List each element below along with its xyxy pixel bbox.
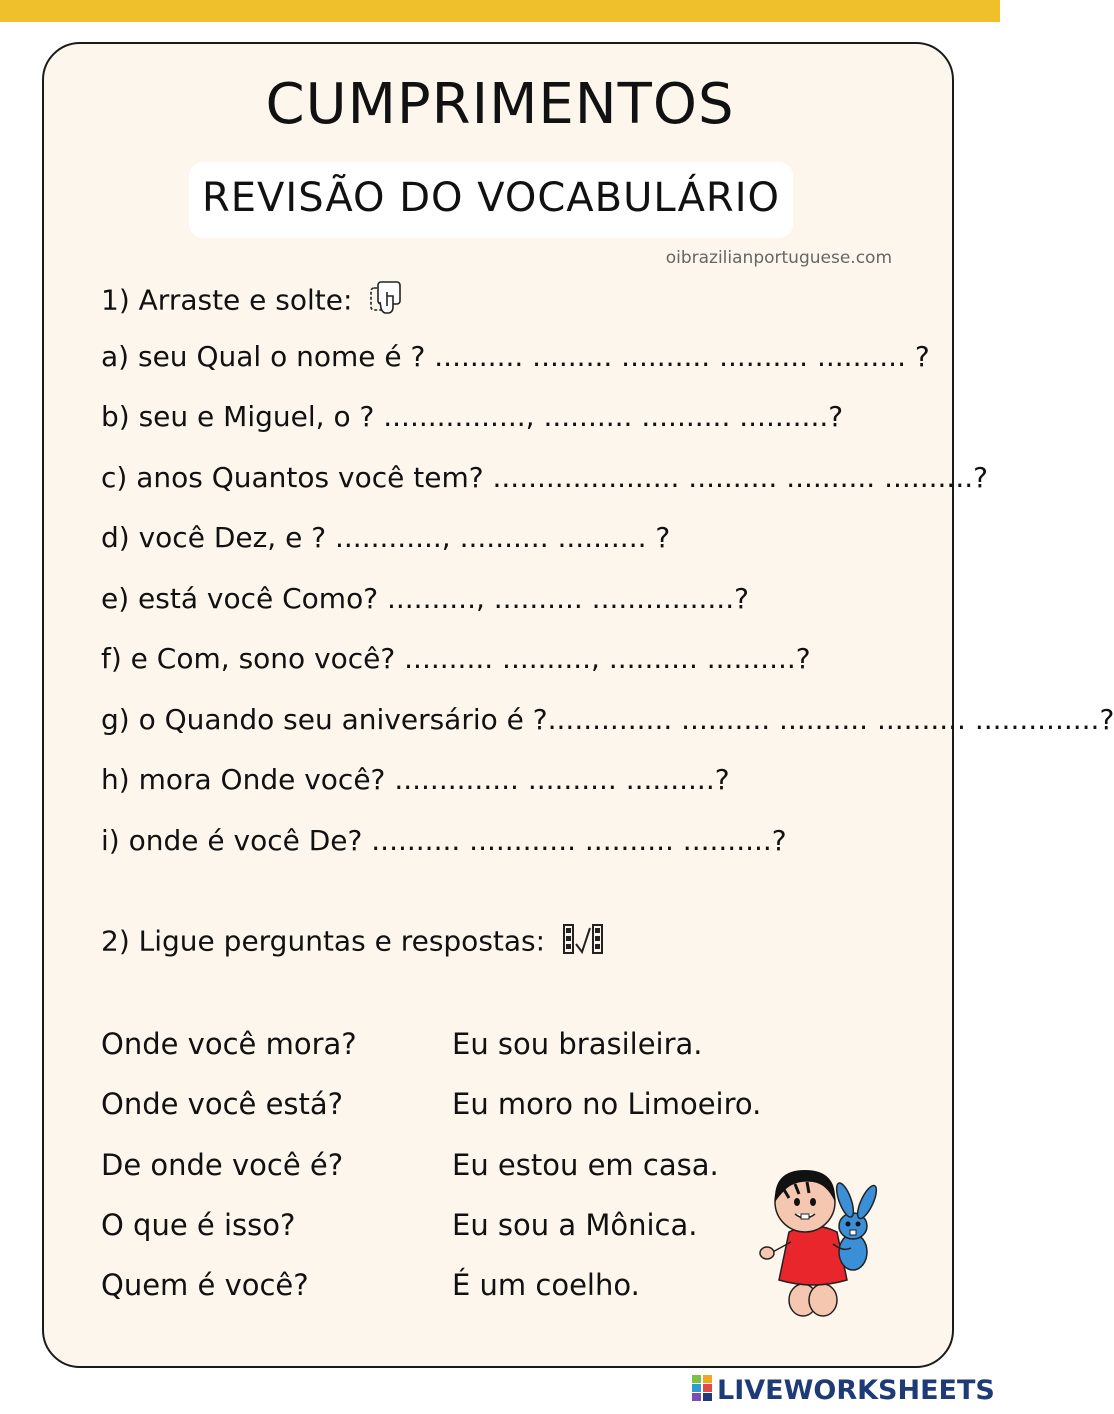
page-title: CUMPRIMENTOS (265, 72, 735, 137)
drag-item-h[interactable]: h) mora Onde você? .............. .......... ..........? (101, 763, 730, 796)
answer-4[interactable]: Eu sou a Mônica. (452, 1208, 698, 1242)
answer-3[interactable]: Eu estou em casa. (452, 1148, 719, 1182)
cartoon-girl-with-bunny-illustration (755, 1160, 905, 1320)
answer-2[interactable]: Eu moro no Limoeiro. (452, 1087, 762, 1121)
liveworksheets-wordmark: LIVEWORKSHEETS (717, 1374, 995, 1406)
drag-drop-hand-icon (369, 280, 409, 323)
drag-item-f[interactable]: f) e Com, sono você? .......... .........., .......... ..........? (101, 642, 811, 675)
drag-item-d[interactable]: d) você Dez, e ? ............, .......... .......... ? (101, 521, 671, 554)
question-2[interactable]: Onde você está? (101, 1087, 344, 1121)
drag-item-a[interactable]: a) seu Qual o nome é ? .......... ......... .......... .......... .......... ? (101, 340, 930, 373)
question-4[interactable]: O que é isso? (101, 1208, 296, 1242)
question-1[interactable]: Onde você mora? (101, 1027, 357, 1061)
match-columns-icon (562, 922, 604, 963)
liveworksheets-logo (692, 1374, 995, 1406)
liveworksheets-mark-icon (692, 1375, 714, 1405)
top-accent-bar (0, 0, 1000, 22)
section-1-heading-text: 1) Arraste e solte: (101, 283, 353, 317)
page-subtitle: REVISÃO DO VOCABULÁRIO (201, 175, 780, 221)
answer-5[interactable]: É um coelho. (452, 1268, 640, 1302)
answer-1[interactable]: Eu sou brasileira. (452, 1027, 703, 1061)
drag-item-c[interactable]: c) anos Quantos você tem? ..................... .......... .......... ..........? (101, 461, 988, 494)
drag-item-g[interactable]: g) o Quando seu aniversário é ?.............. .......... .......... .......... ..............? (101, 703, 1114, 736)
section-1-heading (101, 280, 409, 323)
question-5[interactable]: Quem é você? (101, 1268, 309, 1302)
website-credit: oibrazilianportuguese.com (665, 248, 892, 268)
drag-item-i[interactable]: i) onde é você De? .......... ............ .......... ..........? (101, 824, 787, 857)
section-2-heading (101, 922, 604, 963)
section-2-heading-text: 2) Ligue perguntas e respostas: (101, 924, 546, 958)
drag-item-b[interactable]: b) seu e Miguel, o ? ................, .......... .......... ..........? (101, 400, 844, 433)
question-3[interactable]: De onde você é? (101, 1148, 344, 1182)
drag-item-e[interactable]: e) está você Como? .........., .......... ................? (101, 582, 749, 615)
